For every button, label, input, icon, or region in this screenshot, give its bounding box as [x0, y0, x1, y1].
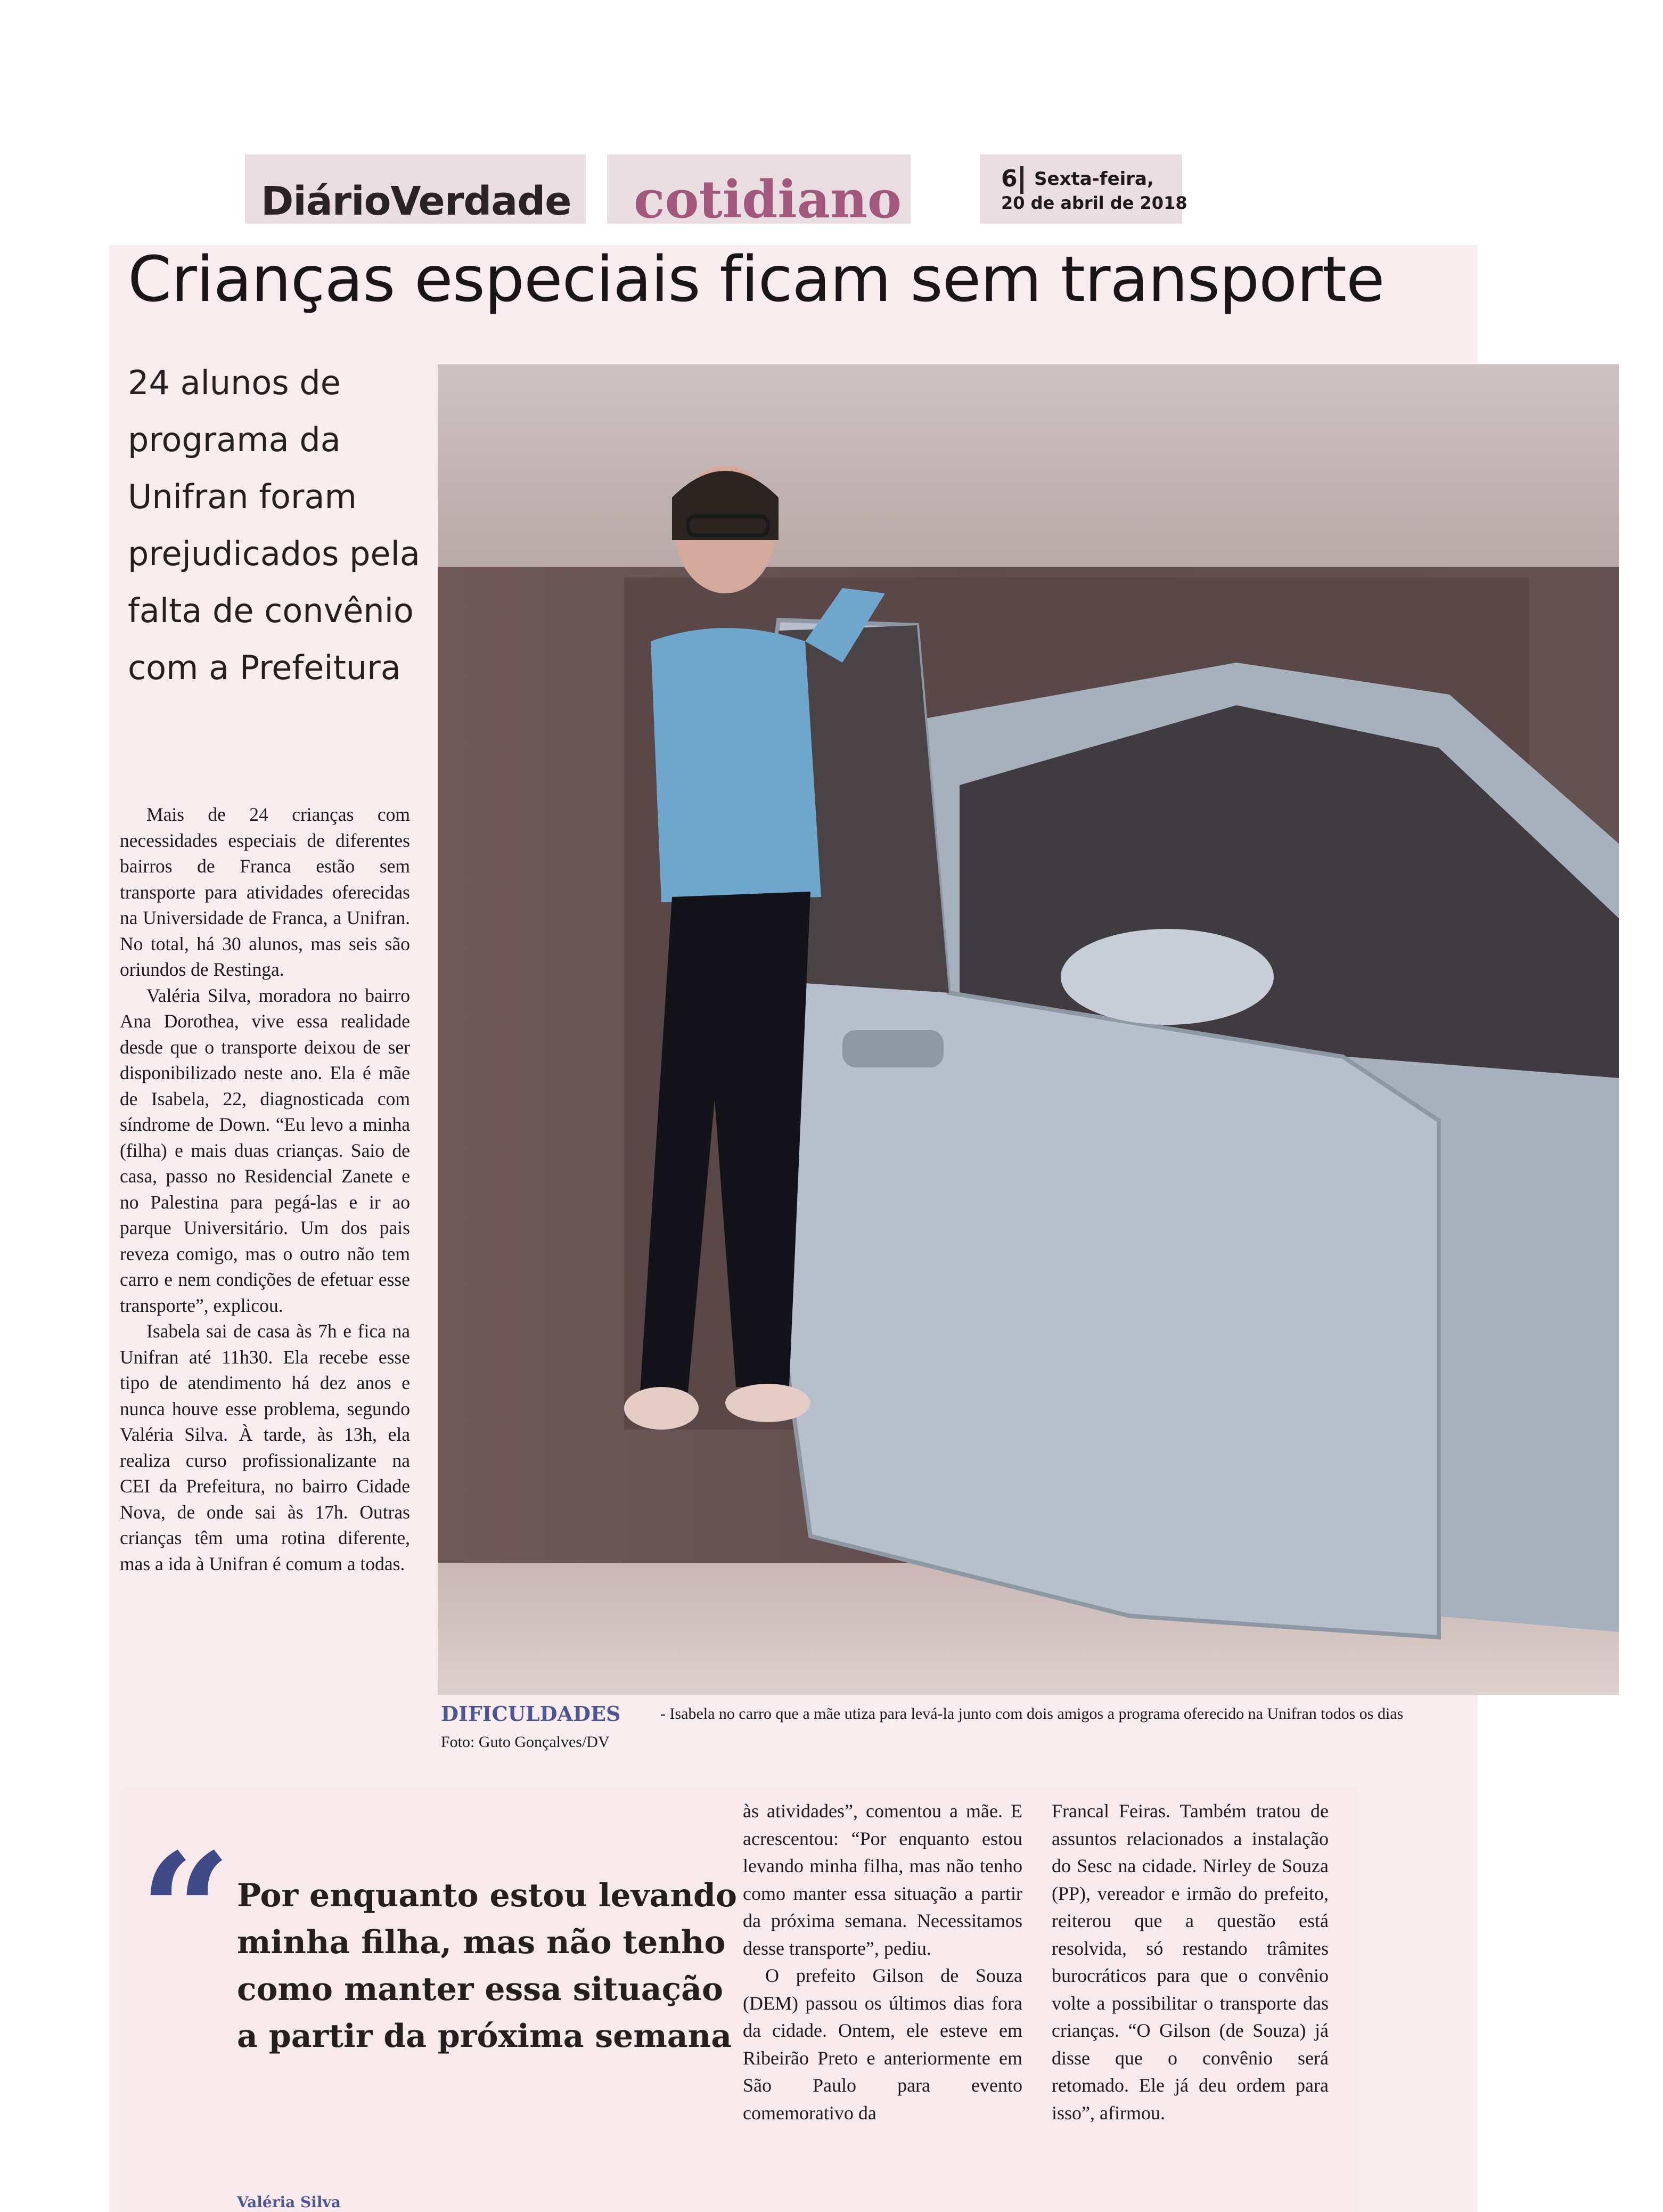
body-paragraph: Isabela sai de casa às 7h e fica na Unifran até 11h30. Ela recebe esse tipo de atendimento há dez anos e nunca houve esse problema, segundo Valéria Silva. À tarde, às 13h, ela realiza curso profissionalizante na CEI da Prefeitura, no bairro Cidade Nova, de onde sai às 17h. Outras crianças têm uma rotina diferente, mas a ida à Unifran é comum a todas. [120, 1320, 410, 1574]
pull-quote: Por enquanto estou levando minha filha, mas não tenho como manter essa situação a partir da próxima semana [237, 1877, 738, 2055]
section-title: cotidiano [634, 169, 902, 230]
photo-person-shoe-left [624, 1387, 699, 1430]
article-body-column-1 [120, 802, 410, 1577]
article-photo [438, 364, 1619, 1695]
body-paragraph: Valéria Silva, moradora no bairro Ana Dorothea, vive essa realidade desde que o transporte deixou de ser disponibilizado neste ano. Ela é mãe de Isabela, 22, diagnosticada com síndrome de Down. “Eu levo a minha (filha) e mais duas crianças. Saio de casa, passo no Residencial Zanete e no Palestina para pegá-las e ir ao parque Universitário. Um dos pais reveza comigo, mas o outro não tem carro e nem condições de efetuar esse transporte”, explicou. [120, 984, 410, 1316]
body-paragraph: Mais de 24 crianças com necessidades especiais de diferentes bairros de Franca estão sem transporte para atividades oferecidas na Universidade de Franca, a Unifran. No total, há 30 alunos, mas seis são oriundos de Restinga. [120, 804, 410, 980]
body-paragraph: Francal Feiras. Também tratou de assuntos relacionados a instalação do Sesc na cidade. Nirley de Souza (PP), vereador e irmão do prefeito, reiterou que a questão está resolvida, só restando trâmites burocráticos para que o convênio volte a possibilitar o transporte das crianças. “O Gilson (de Souza) já disse que o convênio será retomado. Ele já deu ordem para isso”, afirmou. [1052, 1800, 1329, 2124]
photo-caption-title: DIFICULDADES [441, 1702, 621, 1726]
article-subhead: 24 alunos de programa da Unifran foram prejudicados pela falta de convênio com a Prefeitura [128, 363, 420, 687]
page-number: 6 [1001, 165, 1018, 192]
masthead-divider [1020, 166, 1023, 194]
photo-caption: - Isabela no carro que a mãe utiza para levá-la junto com dois amigos a programa oferecido na Unifran todos os dias [660, 1705, 1404, 1723]
article-headline: Crianças especiais ficam sem transporte [128, 242, 1385, 316]
article-body-column-2 [743, 1798, 1022, 2127]
photo-scene [438, 364, 1619, 1695]
photo-door-handle [842, 1030, 944, 1067]
weekday: Sexta-feira, [1034, 168, 1154, 190]
quote-mark-icon: “ [140, 1818, 232, 2006]
photo-person-shirt [651, 628, 821, 902]
body-paragraph: O prefeito Gilson de Souza (DEM) passou os últimos dias fora da cidade. Ontem, ele esteve em Ribeirão Preto e anteriormente em São Paulo para evento comemorativo da [743, 1965, 1022, 2124]
photo-person-shoe-right [725, 1384, 810, 1422]
newspaper-logo: DiárioVerdade [261, 178, 571, 224]
photo-credit: Foto: Guto Gonçalves/DV [441, 1733, 610, 1751]
body-paragraph: às atividades”, comentou a mãe. E acrescentou: “Por enquanto estou levando minha filha, mas não tenho como manter essa situação a partir da próxima semana. Necessitamos desse transporte”, pediu. [743, 1800, 1022, 1959]
article-body-column-3 [1052, 1798, 1329, 2127]
photo-side-mirror [1061, 929, 1274, 1025]
issue-date: 20 de abril de 2018 [1001, 193, 1187, 213]
pull-quote-author: Valéria Silva [237, 2193, 341, 2211]
